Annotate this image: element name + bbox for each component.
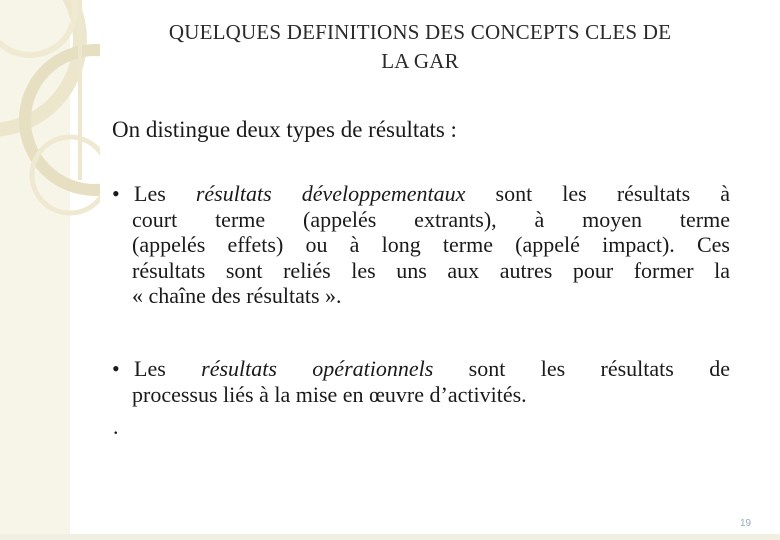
bullet-2-line-2: processus liés à la mise en œuvre d’activités. (132, 381, 527, 407)
term-developpementaux: résultats développementaux (195, 181, 466, 206)
intro-text: On distingue deux types de résultats : (112, 117, 457, 142)
bullet-marker: • (112, 181, 120, 206)
bullet-1-line-1: • Les résultats développementaux sont les résultats à (112, 181, 730, 206)
bottom-border (0, 534, 780, 540)
bullet-developpementaux (112, 181, 730, 309)
bullet-2-line-1: • Les résultats opérationnels sont les résultats de (112, 356, 730, 381)
title-line-2: LA GAR (381, 49, 459, 73)
slide-title (100, 18, 740, 76)
title-line-1: QUELQUES DEFINITIONS DES CONCEPTS CLES DE (168, 20, 672, 44)
decorative-rings (0, 0, 100, 540)
bullet-1-line-3: (appelés effets) ou à long terme (appelé impact). Ces (132, 232, 730, 257)
bullet-1-line-2: court terme (appelés extrants), à moyen terme (132, 206, 730, 232)
page-number: 19 (740, 518, 752, 529)
term-operationnels: résultats opérationnels (201, 356, 434, 381)
bullet-1-line-5: « chaîne des résultats ». (132, 283, 342, 308)
bullet-marker: • (112, 356, 120, 381)
trailing-dot: . (113, 414, 119, 439)
bullet-operationnels (112, 356, 730, 407)
bullet-1-line-4: résultats sont reliés les uns aux autres pour former la (132, 257, 730, 283)
